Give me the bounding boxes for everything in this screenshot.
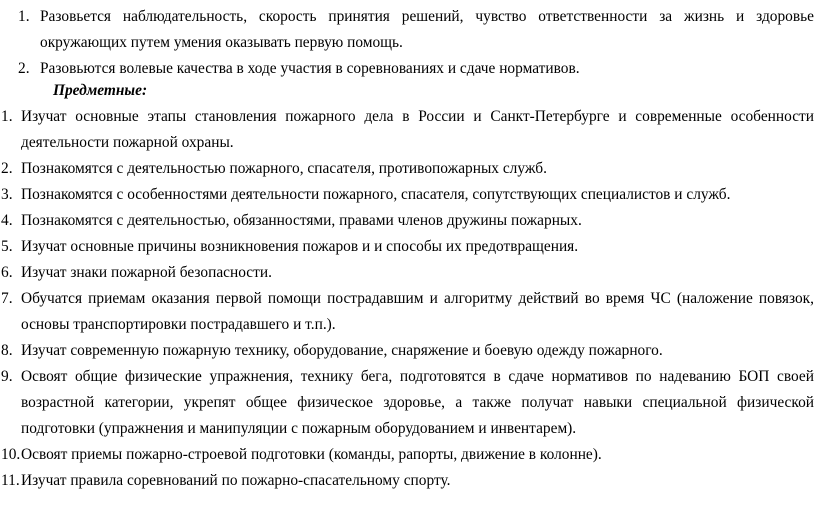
item-text: Изучат основные этапы становления пожарного дела в России и Санкт-Петербурге и современные особенности деятельности пожарной охраны. — [21, 108, 814, 151]
item-text: Освоят приемы пожарно-строевой подготовки (команды, рапорты, движение в колонне). — [21, 446, 602, 463]
item-number: 1. — [18, 8, 30, 25]
section-heading: Предметные: — [53, 82, 148, 99]
item-text: Познакомятся с деятельностью, обязанностями, правами членов дружины пожарных. — [21, 212, 582, 229]
item-text: Изучат основные причины возникновения пожаров и и способы их предотвращения. — [21, 238, 579, 255]
item-text: Обучатся приемам оказания первой помощи пострадавшим и алгоритму действий во время ЧС (наложение повязок, основы транспортировки пострадавшего и т.п.). — [21, 290, 814, 333]
list-item — [0, 104, 816, 156]
item-number: 11. — [1, 472, 20, 489]
item-number: 3. — [1, 186, 13, 203]
item-text: Познакомятся с деятельностью пожарного, спасателя, противопожарных служб. — [21, 160, 547, 177]
item-number: 4. — [1, 212, 13, 229]
list-item — [0, 468, 816, 494]
item-number: 2. — [18, 60, 30, 77]
list-item — [0, 260, 816, 286]
item-text: Изучат современную пожарную технику, оборудование, снаряжение и боевую одежду пожарного. — [21, 342, 663, 359]
subject-results-list — [0, 104, 816, 494]
item-text: Разовьются волевые качества в ходе участия в соревнованиях и сдаче нормативов. — [40, 60, 580, 77]
list-item — [0, 286, 816, 338]
item-number: 8. — [1, 342, 13, 359]
list-item — [0, 182, 816, 208]
item-text: Освоят общие физические упражнения, технику бега, подготовятся в сдаче нормативов по надеванию БОП своей возрастной категории, укрепят общее физическое здоровье, а также получат навыки специальной физической подготовки (упражнения и манипуляции с пожарным оборудованием и инвентарем). — [21, 368, 814, 437]
personal-results-list — [0, 4, 816, 82]
item-number: 2. — [1, 160, 13, 177]
list-item — [0, 338, 816, 364]
item-text: Разовьется наблюдательность, скорость принятия решений, чувство ответственности за жизнь и здоровье окружающих путем умения оказывать первую помощь. — [40, 8, 814, 51]
list-item — [0, 234, 816, 260]
item-number: 7. — [1, 290, 13, 307]
list-item — [0, 364, 816, 442]
item-number: 1. — [1, 108, 13, 125]
item-text: Изучат правила соревнований по пожарно-спасательному спорту. — [21, 472, 451, 489]
item-text: Познакомятся с особенностями деятельности пожарного, спасателя, сопутствующих специалистов и служб. — [21, 186, 731, 203]
item-text: Изучат знаки пожарной безопасности. — [21, 264, 272, 281]
item-number: 5. — [1, 238, 13, 255]
item-number: 9. — [1, 368, 13, 385]
item-number: 10. — [1, 446, 21, 463]
list-item — [0, 156, 816, 182]
list-item — [0, 442, 816, 468]
item-number: 6. — [1, 264, 13, 281]
list-item — [0, 4, 816, 56]
list-item — [0, 208, 816, 234]
